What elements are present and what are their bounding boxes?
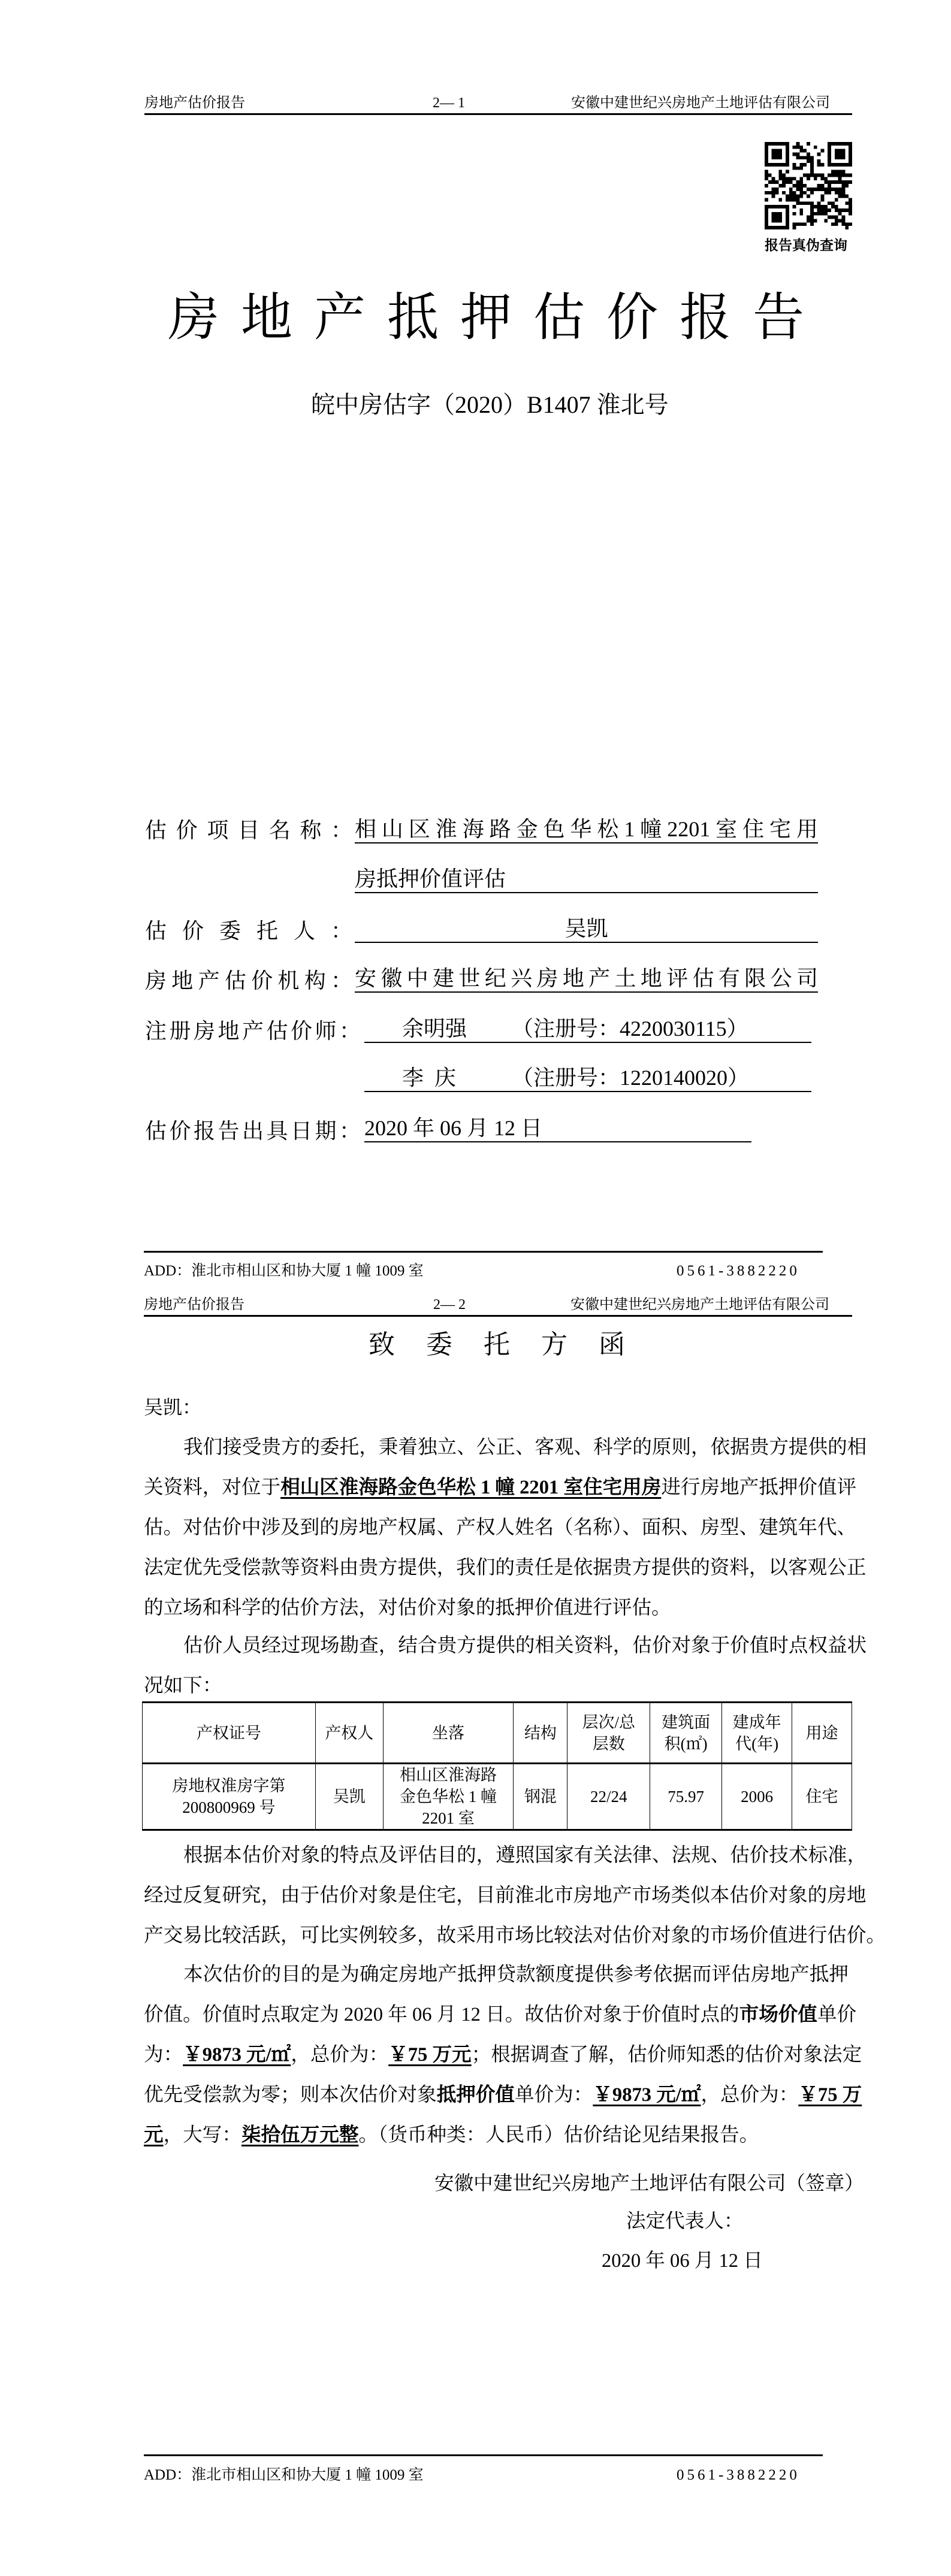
appraiser-1: [364, 1015, 811, 1043]
header-report-type: 房地产估价报告: [144, 95, 245, 111]
report-number: 皖中房估字（2020）B1407 淮北号: [311, 391, 669, 418]
signature-company: 安徽中建世纪兴房地产土地评估有限公司（签章）: [434, 2173, 864, 2194]
text-segment: ，总价为：: [701, 2084, 799, 2106]
letter-title: 致委托方函: [369, 1330, 656, 1359]
text-segment: 单价为：: [515, 2084, 593, 2106]
emphasized-text: ￥9873 元/㎡: [593, 2084, 701, 2106]
table-header-cell: 结构: [514, 1703, 567, 1764]
issue-date-label: 估价报告出具日期：: [145, 1119, 361, 1143]
emphasized-text: ￥9873 元/㎡: [183, 2044, 291, 2066]
table-header-cell: 建筑面 积(㎡): [650, 1703, 722, 1764]
emphasized-text: ￥75 万: [798, 2084, 862, 2106]
client-value: 吴凯: [355, 915, 818, 943]
text-segment: 经过反复研究，由于估价对象是住宅，目前淮北市房地产市场类似本估价对象的房地: [144, 1885, 867, 1906]
table-cell: 钢混: [514, 1764, 567, 1830]
table-cell: 75.97: [650, 1764, 722, 1830]
text-segment: 估价人员经过现场勘查，结合贵方提供的相关资料，估价对象于价值时点权益状: [183, 1635, 867, 1656]
table-header-cell: 产权人: [315, 1703, 383, 1764]
text-segment: 根据本估价对象的特点及评估目的，遵照国家有关法律、法规、估价技术标准，: [183, 1845, 867, 1866]
text-segment: 进行房地产抵押价值评: [661, 1477, 857, 1498]
text-segment: 估。对估价中涉及到的房地产权属、产权人姓名（名称）、面积、房型、建筑年代、: [144, 1517, 857, 1538]
paragraph-line: [144, 2035, 862, 2075]
table-header-row: [143, 1703, 852, 1764]
appraiser-label: 注册房地产估价师：: [145, 1019, 361, 1043]
paragraph-line: [144, 1508, 857, 1548]
text-segment: 产交易比较活跃，可比实例较多，故采用市场比较法对估价对象的市场价值进行估价。: [144, 1925, 886, 1946]
text-segment: 法定优先受偿款等资料由贵方提供，我们的责任是依据贵方提供的资料，以客观公正: [144, 1557, 867, 1579]
text-segment: 况如下：: [144, 1675, 222, 1697]
agency-label: 房地产估价机构：: [145, 969, 352, 993]
legal-representative-label: 法定代表人：: [626, 2211, 744, 2232]
project-name-value-line2: 房抵押价值评估: [355, 866, 818, 893]
header-page-number: 2— 2: [433, 1297, 466, 1313]
table-cell: 2006: [722, 1764, 792, 1830]
text-segment: 关资料，对位于: [144, 1477, 281, 1498]
report-title: 房地产抵押估价报告: [168, 289, 826, 346]
header-divider: [144, 1315, 852, 1317]
appraiser-2-name: 李 庆: [402, 1066, 457, 1090]
text-segment: 价值。价值时点取定为 2020 年 06 月 12 日。故估价对象于价值时点的: [144, 2004, 739, 2025]
emphasized-text: 元: [144, 2124, 164, 2146]
paragraph-conclusion: [144, 1955, 862, 2155]
table-header-cell: 产权证号: [143, 1703, 316, 1764]
footer-divider: [144, 1251, 823, 1253]
header-company: 安徽中建世纪兴房地产土地评估有限公司: [571, 95, 830, 111]
table-header-cell: 建成年 代(年): [722, 1703, 792, 1764]
paragraph-line: [144, 1876, 867, 1916]
paragraph-line: [144, 2075, 862, 2115]
header-company: 安徽中建世纪兴房地产土地评估有限公司: [570, 1297, 829, 1313]
paragraph-line: [144, 2115, 849, 2155]
signature-date: 2020 年 06 月 12 日: [602, 2250, 763, 2272]
paragraph-line: [144, 1666, 849, 1706]
header-page-number: 2— 1: [433, 95, 465, 111]
project-name-value-line1: 相山区淮海路金色华松1幢2201室住宅用: [355, 816, 818, 843]
footer-divider: [144, 2454, 823, 2456]
paragraph-line: [144, 1916, 886, 1956]
footer-address: ADD：淮北市相山区和协大厦 1 幢 1009 室: [144, 2467, 424, 2483]
table-cell: 相山区淮海路 金色华松 1 幢 2201 室: [383, 1764, 514, 1830]
text-segment: 的立场和科学的估价方法，对估价对象的抵押价值进行评估。: [144, 1597, 671, 1619]
table-header-cell: 层次/总 层数: [567, 1703, 650, 1764]
table-header-cell: 坐落: [383, 1703, 514, 1764]
text-segment: 优先受偿款为零；则本次估价对象: [144, 2084, 437, 2106]
paragraph-line: [144, 1548, 867, 1588]
footer-address: ADD：淮北市相山区和协大厦 1 幢 1009 室: [144, 1263, 424, 1279]
qr-code-icon[interactable]: [765, 142, 852, 229]
appraiser-1-name: 余明强: [402, 1017, 467, 1041]
paragraph-method: [144, 1836, 886, 1956]
paragraph-line: [144, 1428, 867, 1468]
qr-caption: 报告真伪查询: [765, 238, 847, 253]
project-name-label: 估价项目名称：: [145, 818, 352, 842]
table-header-cell: 用途: [792, 1703, 852, 1764]
text-segment: 为：: [144, 2044, 183, 2066]
header-report-type: 房地产估价报告: [144, 1297, 244, 1313]
paragraph-line: [144, 1836, 867, 1876]
appraiser-2-reg: （注册号：1220140020）: [512, 1066, 750, 1090]
text-segment: 我们接受贵方的委托，秉着独立、公正、客观、科学的原则，依据贵方提供的相: [183, 1437, 867, 1458]
text-segment: ，总价为：: [291, 2044, 389, 2066]
appraiser-1-reg: （注册号：4220030115）: [512, 1017, 748, 1041]
table-row: [143, 1764, 852, 1830]
emphasized-text: 抵押价值: [436, 2084, 515, 2106]
table-cell: 房地权淮房字第 200800969 号: [143, 1764, 316, 1830]
paragraph-line: [144, 1588, 849, 1628]
paragraph-line: [144, 1468, 857, 1508]
emphasized-text: ￥75 万元: [388, 2044, 472, 2066]
emphasized-text: 柒拾伍万元整: [241, 2124, 359, 2146]
emphasized-text: 相山区淮海路金色华松 1 幢 2201 室住宅用房: [280, 1477, 662, 1498]
text-segment: ；根据调查了解，估价师知悉的估价对象法定: [471, 2044, 862, 2066]
issue-date-value: 2020 年 06 月 12 日: [364, 1115, 751, 1142]
text-segment: ，大写：: [163, 2124, 241, 2146]
paragraph-entrustment: [144, 1428, 867, 1628]
client-label: 估价委托人：: [145, 919, 352, 943]
emphasized-text: 市场价值: [739, 2004, 817, 2025]
table-cell: 住宅: [792, 1764, 852, 1830]
salutation: 吴凯：: [144, 1396, 202, 1418]
header-divider: [144, 113, 852, 115]
footer-phone: 0561-3882220: [677, 2467, 800, 2483]
text-segment: 本次估价的目的是为确定房地产抵押贷款额度提供参考依据而评估房地产抵押: [183, 1964, 849, 1985]
paragraph-line: [144, 1955, 849, 1995]
text-segment: 单价: [817, 2004, 857, 2025]
text-segment: 。（货币种类：人民币）估价结论见结果报告。: [358, 2124, 759, 2146]
property-info-table: [142, 1701, 852, 1831]
paragraph-line: [144, 1626, 867, 1666]
appraiser-2: [364, 1065, 811, 1092]
footer-phone: 0561-3882220: [677, 1263, 800, 1279]
table-cell: 吴凯: [315, 1764, 383, 1830]
paragraph-line: [144, 1995, 857, 2035]
agency-value: 安徽中建世纪兴房地产土地评估有限公司: [355, 965, 818, 993]
paragraph-status-intro: [144, 1626, 867, 1706]
table-cell: 22/24: [567, 1764, 650, 1830]
